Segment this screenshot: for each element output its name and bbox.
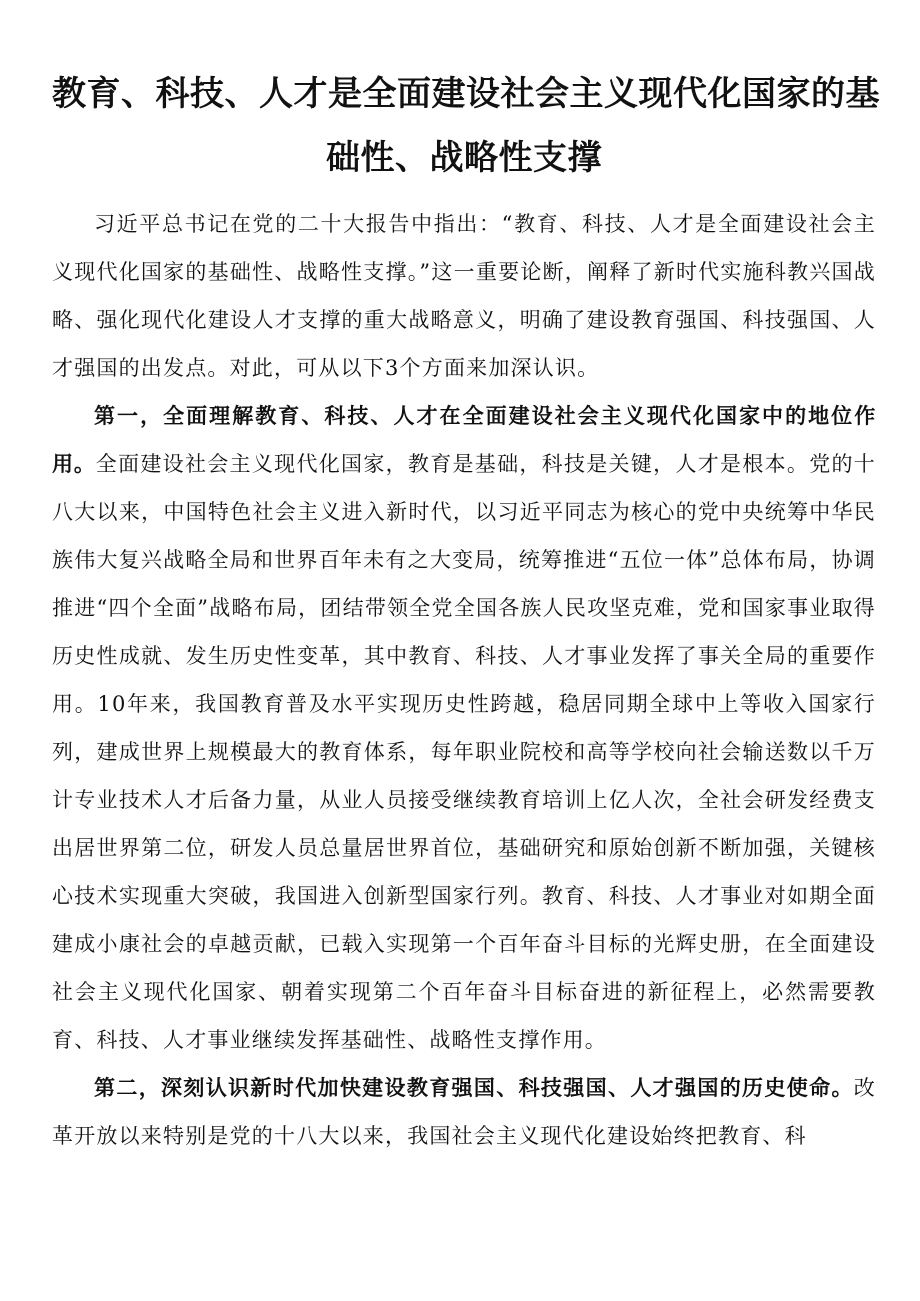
second-point-text: 改革开放以来特别是党的十八大以来，我国社会主义现代化建设始终把教育、科 [52,1076,876,1148]
paragraph-intro: 习近平总书记在党的二十大报告中指出：“教育、科技、人才是全面建设社会主义现代化国家的基础性、战略性支撑。”这一重要论断，阐释了新时代实施科教兴国战略、强化现代化建设人才支撑的重大战略意义，明确了建设教育强国、科技强国、人才强国的出发点。对此，可从以下3个方面来加深认识。 [52,212,876,380]
title-line-2: 础性、战略性支撑 [326,138,602,178]
first-point-text: 全面建设社会主义现代化国家，教育是基础，科技是关键，人才是根本。党的十八大以来，中国特色社会主义进入新时代，以习近平同志为核心的党中央统筹中华民族伟大复兴战略全局和世界百年未有之大变局，统筹推进“五位一体”总体布局，协调推进“四个全面”战略布局，团结带领全党全国各族人民攻坚克难，党和国家事业取得历史性成就、发生历史性变革，其中教育、科技、人才事业发挥了事关全局的重要作用。10年来，我国教育普及水平实现历史性跨越，稳居同期全球中上等收入国家行列，建成世界上规模最大的教育体系，每年职业院校和高等学校向社会输送数以千万计专业技术人才后备力量，从业人员接受继续教育培训上亿人次，全社会研发经费支出居世界第二位，研发人员总量居世界首位，基础研究和原始创新不断加强，关键核心技术实现重大突破，我国进入创新型国家行列。教育、科技、人才事业对如期全面建成小康社会的卓越贡献，已载入实现第一个百年奋斗目标的光辉史册，在全面建设社会主义现代化国家、朝着实现第二个百年奋斗目标奋进的新征程上，必然需要教育、科技、人才事业继续发挥基础性、战略性支撑作用。 [52,452,876,1052]
title-line-1: 教育、科技、人才是全面建设社会主义现代化国家的基 [52,74,880,114]
second-point-heading: 第二，深刻认识新时代加快建设教育强国、科技强国、人才强国的历史使命。 [94,1076,854,1100]
paragraph-second-point [52,1064,876,1160]
paragraph-first-point [52,392,876,1064]
document-title [52,62,880,190]
document-body [52,200,876,1160]
first-point-heading: 第一，全面理解教育、科技、人才在全面建设社会主义现代化国家中的地位作用。 [52,404,876,476]
